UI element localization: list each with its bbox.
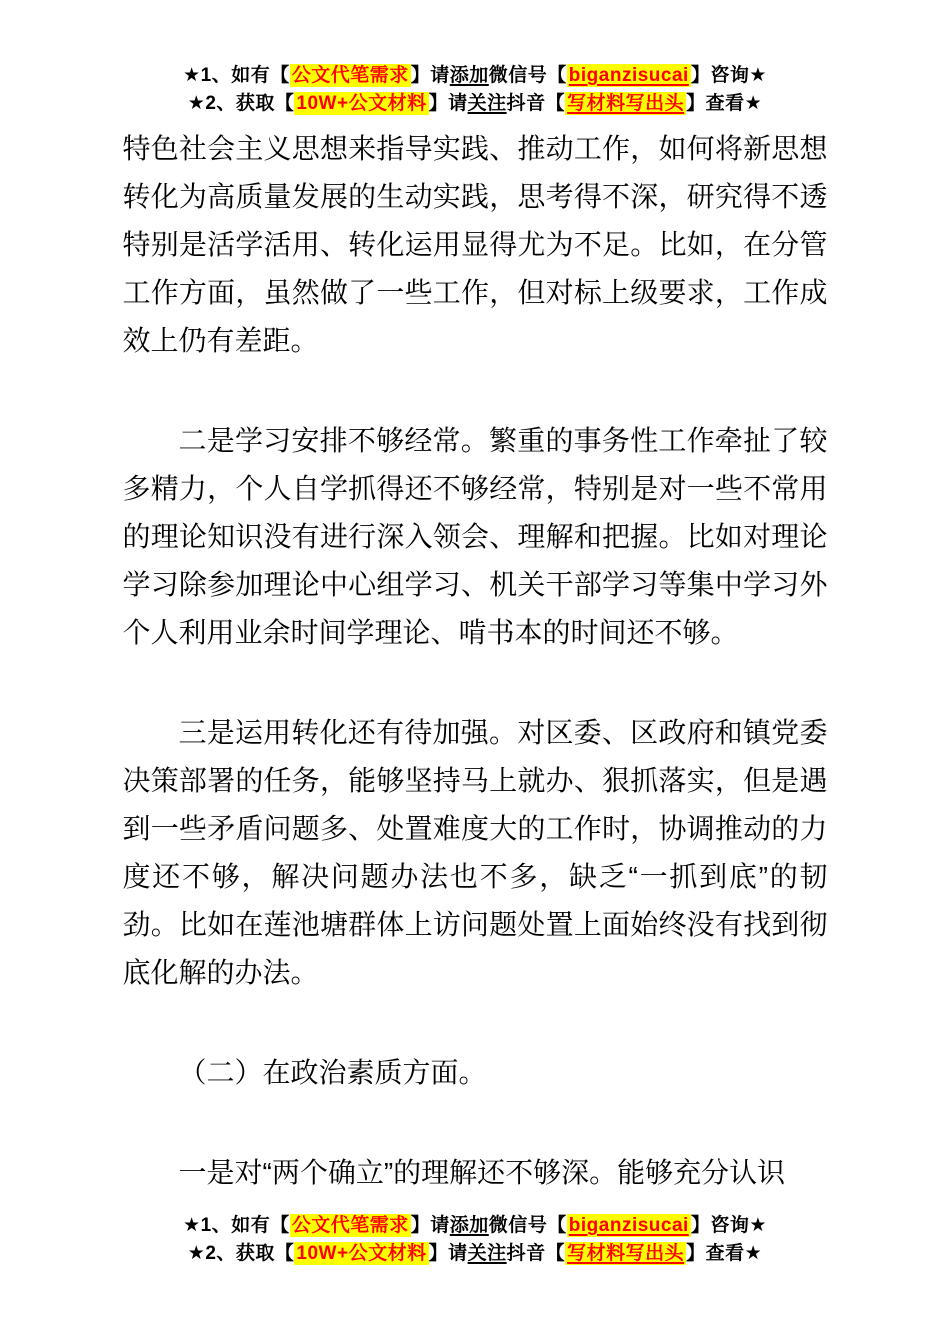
banner-text: 】咨询★ [690,65,767,86]
banner-underlined-word: 关注 [467,93,507,114]
banner-text: 】请 [410,1215,450,1236]
banner-text: 】请 [410,65,450,86]
banner-text: 微信号【 [488,1215,567,1236]
banner-text: 】咨询★ [690,1215,767,1236]
second-point-paragraph: 二是学习安排不够经常。繁重的事务性工作牵扯了较多精力，个人自学抓得还不够经常，特别是对一些不常用的理论知识没有进行深入领会、理解和把握。比如对理论学习除参加理论中心组学习、机关干部学习等集中学习外个人利用业余时间学理论、啃书本的时间还不够。 [122,425,828,648]
banner-douyin-id: 写材料写出头 [567,93,685,114]
banner-text: 】请 [428,1243,468,1264]
banner-underlined-word: 添加 [449,65,489,86]
banner-text: 】查看★ [686,1243,763,1264]
first-point-paragraph: 一是对“两个确立”的理解还不够深。能够充分认识 [178,1157,786,1188]
banner-wechat-id: biganzisucai [568,1215,689,1236]
third-point-paragraph: 三是运用转化还有待加强。对区委、区政府和镇党委决策部署的任务，能够坚持马上就办、狠抓落实，但是遇到一些矛盾问题多、处置难度大的工作时，协调推动的力度还不够，解决问题办法也不多，缺乏“一抓到底”的韧劲。比如在莲池塘群体上访问题处置上面始终没有找到彻底化解的办法。 [122,717,828,988]
banner-text: ★1、如有【 [183,65,290,86]
banner-text: 抖音【 [506,93,566,114]
banner-douyin-id: 写材料写出头 [567,1243,685,1264]
banner-text: 】请 [428,93,468,114]
promo-banner-top [0,0,950,118]
promo-banner-top-line-2 [0,90,950,118]
banner-underlined-word: 关注 [467,1243,507,1264]
banner-highlight-phrase: 公文代笔需求 [291,65,409,86]
promo-banner-bottom-line-1 [0,1212,950,1240]
banner-highlight-phrase: 10W+公文材料 [296,93,427,114]
promo-banner-bottom-line-2 [0,1240,950,1268]
banner-text: 】查看★ [686,93,763,114]
banner-text: 抖音【 [506,1243,566,1264]
continuation-paragraph: 特色社会主义思想来指导实践、推动工作，如何将新思想转化为高质量发展的生动实践，思考得不深，研究得不透特别是活学活用、转化运用显得尤为不足。比如，在分管工作方面，虽然做了一些工作，但对标上级要求，工作成效上仍有差距。 [122,133,828,356]
banner-highlight-phrase: 10W+公文材料 [296,1243,427,1264]
banner-underlined-word: 添加 [449,1215,489,1236]
promo-banner-top-line-1 [0,62,950,90]
banner-text: ★2、获取【 [187,93,295,114]
promo-banner-bottom [0,1212,950,1268]
banner-text: ★1、如有【 [183,1215,290,1236]
banner-text: ★2、获取【 [187,1243,295,1264]
banner-highlight-phrase: 公文代笔需求 [291,1215,409,1236]
section-heading: （二）在政治素质方面。 [178,1057,487,1088]
banner-wechat-id: biganzisucai [568,65,689,86]
banner-text: 微信号【 [488,65,567,86]
document-body [123,125,828,1197]
